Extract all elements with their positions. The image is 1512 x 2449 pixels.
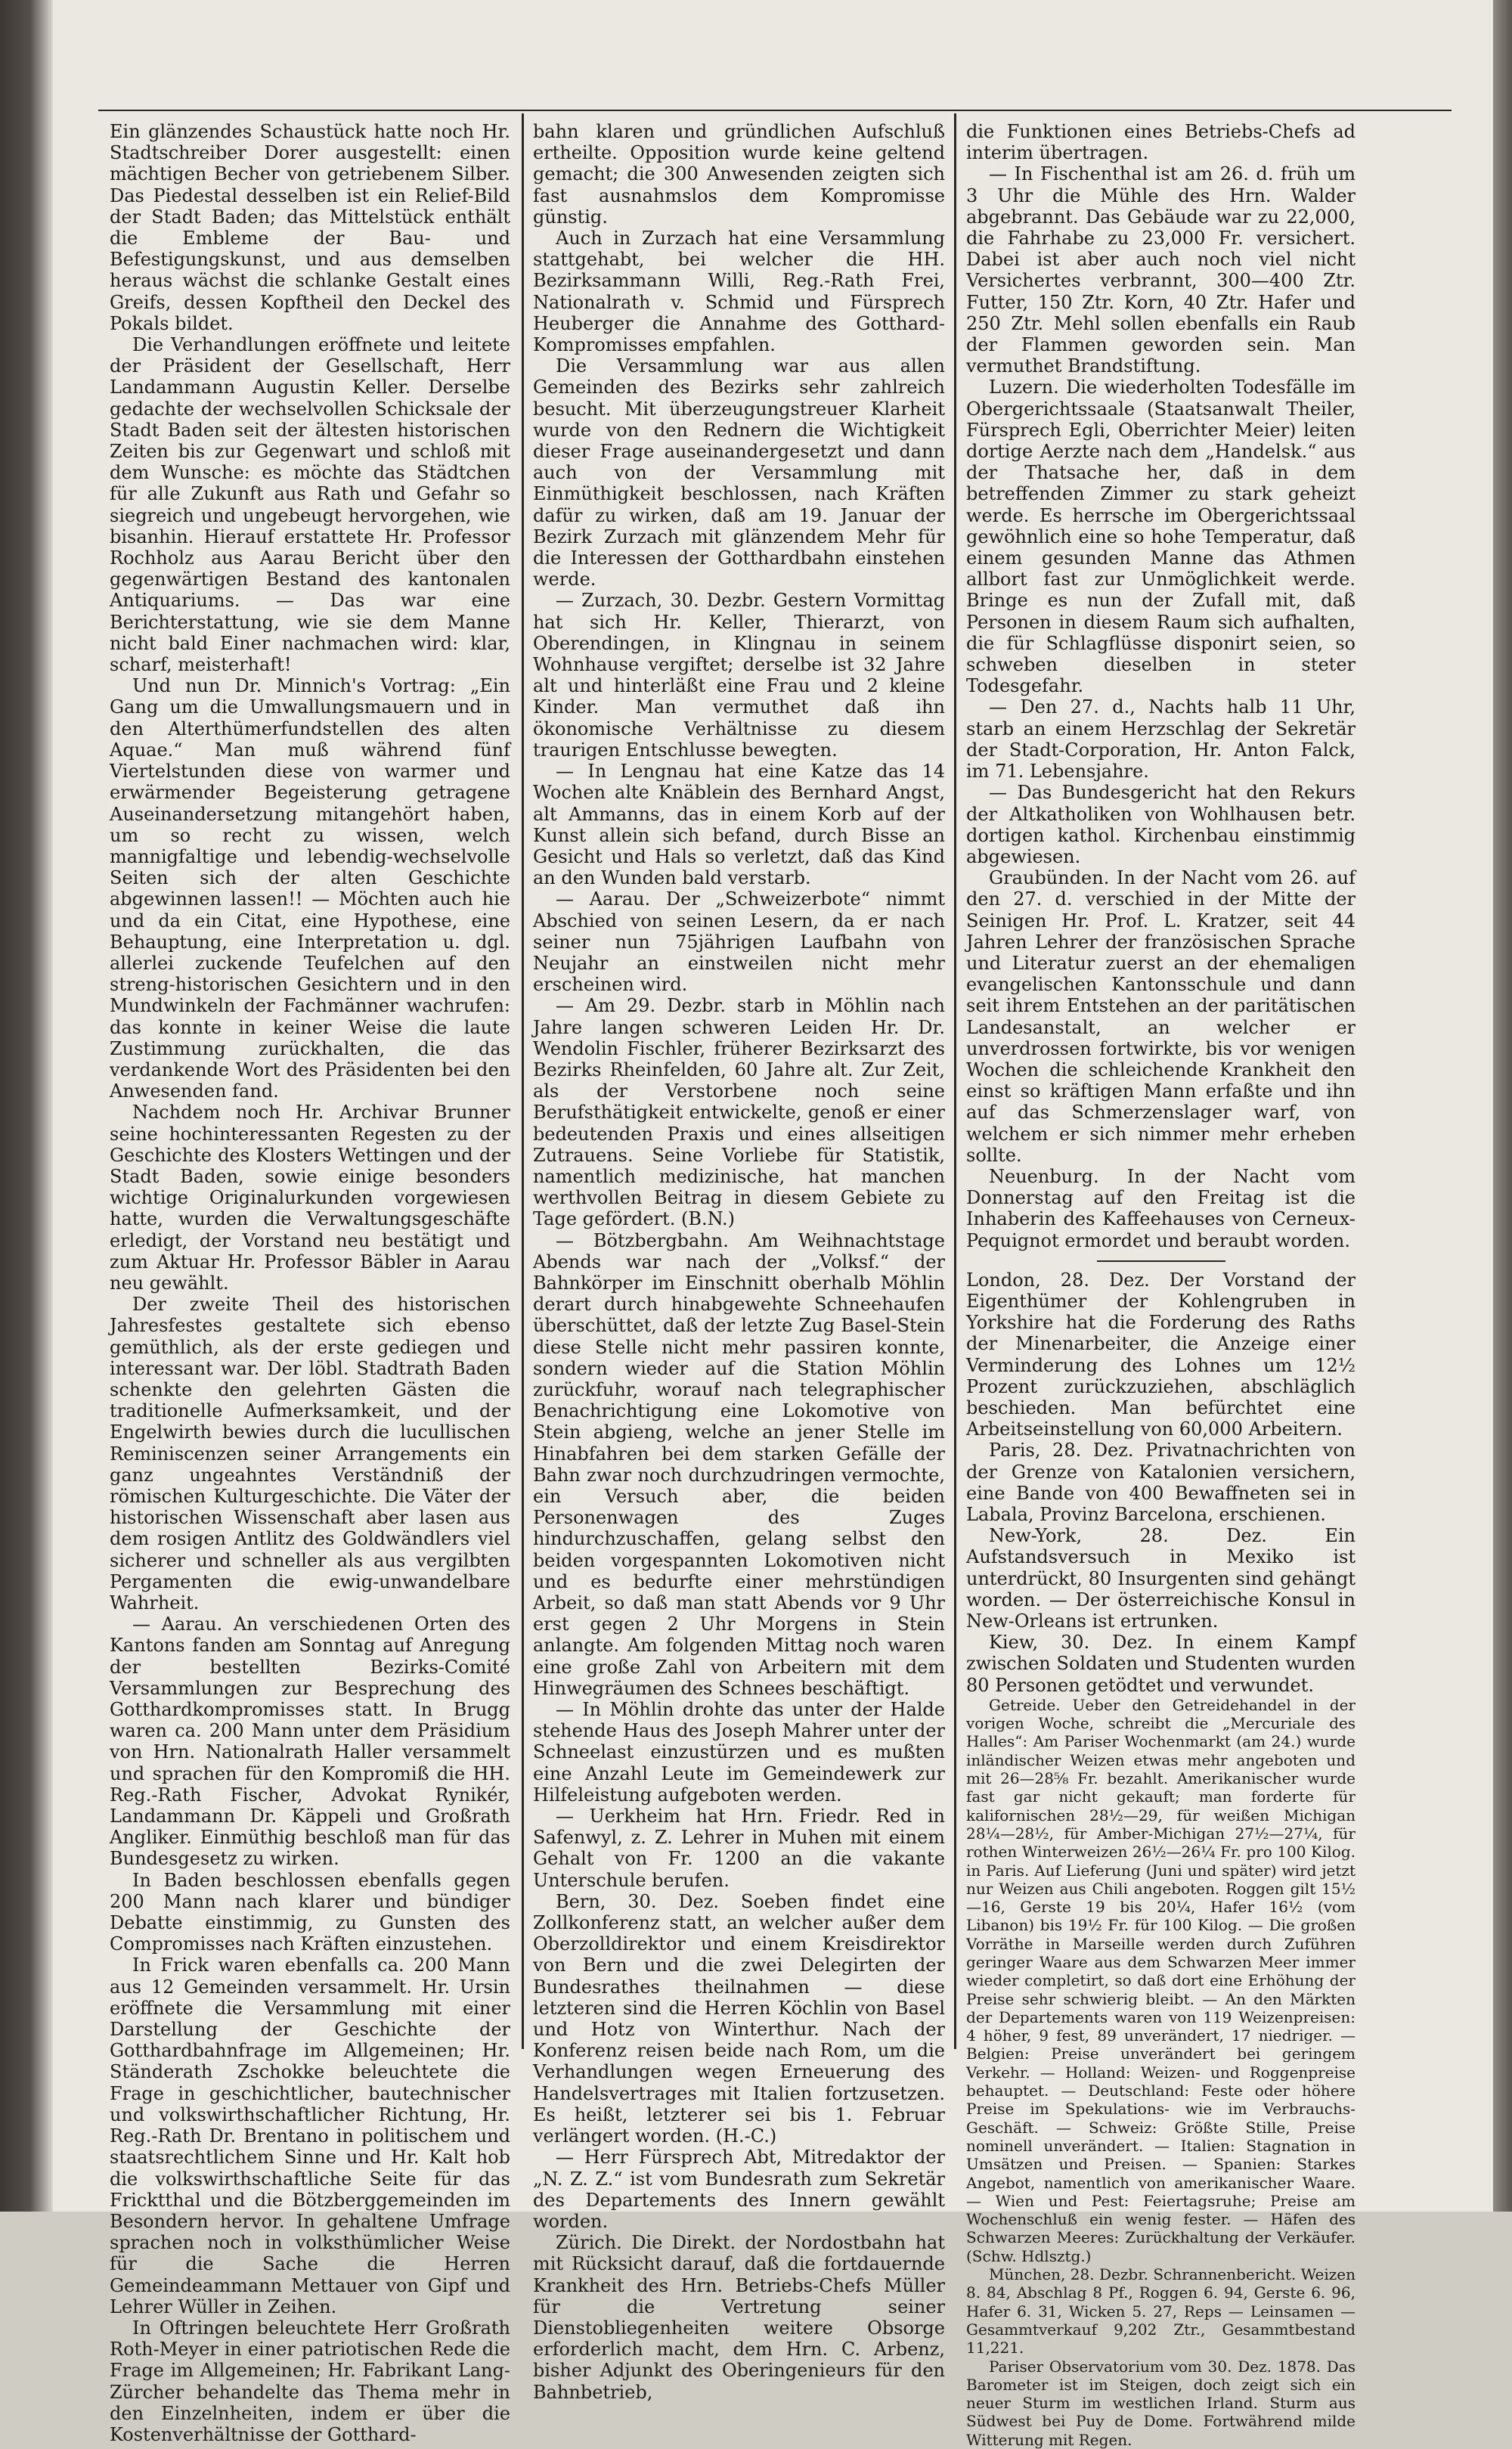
column-2 (533, 121, 945, 2403)
paragraph: — Das Bundesgericht hat den Rekurs der Altkatholiken von Wohlhausen betr. dortigen kathol. Kirchenbau einstimmig abgewiesen. (966, 782, 1356, 867)
market-report: Getreide. Ueber den Getreidehandel in der vorigen Woche, schreibt die „Mercuriale des Halles“: Am Pariser Wochenmarkt (am 24.) wurde inländischer Weizen etwas mehr angeboten und mit 26—28⅝ Fr. bezahlt. Amerikanischer wurde fast gar nicht gekauft; man forderte für kalifornischen 28½—29, für weißen Michigan 28¼—28½, für Amber-Michigan 27½—27¼, für rothen Winterweizen 26½—26¼ Fr. pro 100 Kilog. in Paris. Auf Lieferung (Juni und später) wird jetzt nur Weizen aus Chili angeboten. Roggen gilt 15½—16, Gerste 19 bis 20¼, Hafer 16½ (vom Libanon) bis 19½ Fr. für 100 Kilog. — Die großen Vorräthe in Marseille werden durch Zuführen geringer Waare aus dem Schwarzen Meer immer wieder completirt, so daß dort eine Erhöhung der Preise sehr schwierig bleibt. — An den Märkten der Departements waren von 119 Weizenpreisen: 4 höher, 9 fest, 89 unverändert, 17 niedriger. — Belgien: Preise unverändert bei geringem Verkehr. — Holland: Weizen- und Roggenpreise behauptet. — Deutschland: Feste oder höhere Preise im Spekulations- wie im Verbrauchs-Geschäft. — Schweiz: Größte Stille, Preise nominell unverändert. — Italien: Stagnation in Umsätzen und Preisen. — Spanien: Starkes Angebot, namentlich von amerikanischer Waare. — Wien und Pest: Feiertagsruhe; Preise am Wochenschluß ein wenig fester. — Häfen des Schwarzen Meeres: Zurückhaltung der Verkäufer. (Schw. Hdlsztg.) (966, 1695, 1356, 2265)
paragraph: Der zweite Theil des historischen Jahresfestes gestaltete sich ebenso gemüthlich, als der erste gediegen und interessant war. Der löbl. Stadtrath Baden schenkte den gelehrten Gästen die traditionelle Aufmerksamkeit, und der Engelwirth bewies durch die lucullischen Reminiscenzen seiner Arrangements ein ganz ungeahntes Verständniß der römischen Kulturgeschichte. Die Väter der historischen Wissenschaft aber lasen aus dem rosigen Antlitz des Goldwändlers viel sicherer und schneller als aus vergilbten Pergamenten die ewig-unwandelbare Wahrheit. (110, 1294, 510, 1614)
paragraph: Bern, 30. Dez. Soeben findet eine Zollkonferenz statt, an welcher außer dem Oberzolldirektor und einem Kreisdirektor von Bern und die zwei Delegirten der Bundesrathes theilnahmen — diese letzteren sind die Herren Köchlin von Basel und Hotz von Winterthur. Nach der Konferenz reisen beide nach Rom, um die Verhandlungen wegen Erneuerung des Handelsvertrages mit Italien fortzusetzen. Es heißt, letzterer sei bis 1. Februar verlängert worden. (H.-C.) (533, 1890, 945, 2147)
paragraph: — Am 29. Dezbr. starb in Möhlin nach Jahre langen schweren Leiden Hr. Dr. Wendolin Fischler, früherer Bezirksarzt des Bezirks Rheinfelden, 60 Jahre alt. Zur Zeit, als der Verstorbene noch seine Berufsthätigkeit entwickelte, genoß er einer bedeutenden Praxis und eines allseitigen Zutrauens. Seine Vorliebe für Statistik, namentlich medizinische, hat manchen werthvollen Beitrag in diesem Gebiete zu Tage gefördert. (B.N.) (533, 995, 945, 1230)
paragraph: — Zurzach, 30. Dezbr. Gestern Vormittag hat sich Hr. Keller, Thierarzt, von Oberendingen, in Klingnau in seinem Wohnhause vergiftet; derselbe ist 32 Jahre alt und hinterläßt eine Frau und 2 kleine Kinder. Man vermuthet daß ihn ökonomische Verhältnisse zu diesem traurigen Entschlusse bewegten. (533, 590, 945, 761)
weather-report: Pariser Observatorium vom 30. Dez. 1878. Das Barometer ist im Steigen, doch zeigt sich ein neuer Sturm im westlichen Irland. Sturm aus Südwest bei Puy de Dome. Fortwährend milde Witterung mit Regen. (966, 2357, 1356, 2449)
paragraph: — Bötzbergbahn. Am Weihnachtstage Abends war nach der „Volksf.“ der Bahnkörper im Einschnitt oberhalb Möhlin derart durch hinabgewehte Schneehaufen überschüttet, daß der letzte Zug Basel-Stein diese Stelle nicht mehr passiren konnte, sondern wieder auf die Station Möhlin zurückfuhr, worauf nach telegraphischer Benachrichtigung eine Lokomotive von Stein abgieng, welche an jener Stelle im Hinabfahren bei dem starken Gefälle der Bahn zwar noch durchzudringen vermochte, ein Versuch aber, die beiden Personenwagen des Zuges hindurchzuschaffen, gelang selbst den beiden vorgespannten Lokomotiven nicht und es bedurfte einer mehrstündigen Arbeit, so daß man statt Abends vor 9 Uhr erst gegen 2 Uhr Morgens in Stein anlangte. Am folgenden Mittag noch waren eine große Zahl von Arbeitern mit dem Hinwegräumen des Schnees beschäftigt. (533, 1229, 945, 1699)
paragraph: In Oftringen beleuchtete Herr Großrath Roth-Meyer in einer patriotischen Rede die Frage im Allgemeinen; Hr. Fabrikant Lang-Zürcher behandelte das Thema mehr in den Einzelnheiten, indem er über die Kostenverhältnisse der Gotthard- (110, 2317, 510, 2445)
paragraph: — Aarau. An verschiedenen Orten des Kantons fanden am Sonntag auf Anregung der bestellten Bezirks-Comité Versammlungen zur Besprechung des Gotthardkompromisses statt. In Brugg waren ca. 200 Mann unter dem Präsidium von Hrn. Nationalrath Haller versammelt und sprachen für den Kompromiß die HH. Reg.-Rath Fischer, Advokat Rynikér, Landammann Dr. Käppeli und Großrath Angliker. Einmüthig beschloß man für das Bundesgesetz zu wirken. (110, 1614, 510, 1870)
top-rule (98, 110, 1452, 111)
paragraph: die Funktionen eines Betriebs-Chefs ad interim übertragen. (966, 121, 1356, 164)
paragraph: — Herr Fürsprech Abt, Mitredaktor der „N. Z. Z.“ ist vom Bundesrath zum Sekretär des Departements des Innern gewählt worden. (533, 2147, 945, 2232)
paragraph: Ein glänzendes Schaustück hatte noch Hr. Stadtschreiber Dorer ausgestellt: einen mächtigen Becher von getriebenem Silber. Das Piedestal desselben ist ein Relief-Bild der Stadt Baden; das Mittelstück enthält die Embleme der Bau- und Befestigungskunst, und aus demselben heraus wächst die schlanke Gestalt eines Greifs, dessen Kopftheil den Deckel des Pokals bildet. (110, 121, 510, 334)
paragraph: In Frick waren ebenfalls ca. 200 Mann aus 12 Gemeinden versammelt. Hr. Ursin eröffnete die Versammlung mit einer Darstellung der Geschichte der Gotthardbahnfrage im Allgemeinen; Hr. Ständerath Zschokke beleuchtete die Frage in geschichtlicher, bautechnischer und volkswirthschaftlicher Richtung, Hr. Reg.-Rath Dr. Brentano in politischem und staatsrechtlichem Sinne und Hr. Kalt hob die volkswirthschaftliche Seite für das Fricktthal und die Bötzberggemeinden im Besondern hervor. In gehaltene Umfrage sprachen noch in volksthümlicher Weise für die Sache die Herren Gemeindeammann Mettauer von Gipf und Lehrer Wüller in Zeihen. (110, 1955, 510, 2317)
paragraph: Zürich. Die Direkt. der Nordostbahn hat mit Rücksicht darauf, daß die fortdauernde Krankheit des Hrn. Betriebs-Chefs Müller für die Vertretung seiner Dienstobliegenheiten weitere Obsorge erforderlich macht, dem Hrn. C. Arbenz, bisher Adjunkt des Oberingenieurs für den Bahnbetrieb, (533, 2232, 945, 2403)
paragraph: Und nun Dr. Minnich's Vortrag: „Ein Gang um die Umwallungsmauern und in den Alterthümerfundstellen des alten Aquae.“ Man muß während fünf Viertelstunden diese von warmer und erwärmender Begeisterung getragene Auseinandersetzung mitangehört haben, um so recht zu wissen, welch mannigfaltige und lebendig-wechselvolle Seiten sich der alten Geschichte abgewinnen lassen!! — Möchten auch hie und da ein Citat, eine Hypothese, eine Behauptung, eine Interpretation u. dgl. allerlei zuckende Teufelchen auf den streng-historischen Gesichtern und in den Mundwinkeln der Fachmänner wachrufen: das konnte in keiner Weise die laute Zustimmung zurückhalten, die das verdankende Wort des Präsidenten bei den Anwesenden fand. (110, 675, 510, 1102)
column-divider-2 (954, 113, 956, 2049)
paragraph: Graubünden. In der Nacht vom 26. auf den 27. d. verschied in der Mitte der Seinigen Hr. Prof. L. Kratzer, seit 44 Jahren Lehrer der französischen Sprache und Literatur zuerst an der ehemaligen evangelischen Kantonsschule und dann seit ihrem Entstehen an der paritätischen Landesanstalt, an welcher er unverdrossen fortwirkte, bis vor wenigen Wochen die schleichende Krankheit den einst so kräftigen Mann erfaßte und ihn auf das Schmerzenslager warf, von welchem er sich nimmer mehr erheben sollte. (966, 867, 1356, 1166)
paragraph: In Baden beschlossen ebenfalls gegen 200 Mann nach klarer und bündiger Debatte einstimmig, zu Gunsten des Compromisses nach Kräften einzustehen. (110, 1869, 510, 1955)
column-divider-1 (522, 113, 524, 2049)
paragraph: — Uerkheim hat Hrn. Friedr. Red in Safenwyl, z. Z. Lehrer in Muhen mit einem Gehalt von Fr. 1200 an die vakante Unterschule berufen. (533, 1806, 945, 1891)
section-separator (1097, 1260, 1225, 1262)
paragraph: Paris, 28. Dez. Privatnachrichten von der Grenze von Katalonien versichern, eine Bande von 400 Bewaffneten sei in Labala, Provinz Barcelona, erschienen. (966, 1440, 1356, 1525)
paragraph: Nachdem noch Hr. Archivar Brunner seine hochinteressanten Regesten zu der Geschichte des Klosters Wettingen und der Stadt Baden, sowie einige besonders wichtige Originalurkunden vorgewiesen hatte, wurden die Verwaltungsgeschäfte erledigt, der Vorstand neu bestätigt und zum Aktuar Hr. Professor Bäbler in Aarau neu gewählt. (110, 1102, 510, 1294)
column-1 (110, 121, 510, 2445)
paragraph: — In Möhlin drohte das unter der Halde stehende Haus des Joseph Mahrer unter der Schneelast einzustürzen und es mußten eine Anzahl Leute im Gemeindewerk zur Hilfeleistung aufgeboten werden. (533, 1699, 945, 1806)
paragraph: Kiew, 30. Dez. In einem Kampf zwischen Soldaten und Studenten wurden 80 Personen getödtet und verwundet. (966, 1632, 1356, 1696)
paragraph: Die Verhandlungen eröffnete und leitete der Präsident der Gesellschaft, Herr Landammann Augustin Keller. Derselbe gedachte der wechselvollen Schicksale der Stadt Baden seit der ältesten historischen Zeiten bis zur Gegenwart und schloß mit dem Wunsche: es möchte das Städtchen für alle Zukunft aus Rath und Gefahr so siegreich und ungebeugt hervorgehen, wie bisanhin. Hierauf erstattete Hr. Professor Rochholz aus Aarau Bericht über den gegenwärtigen Bestand des kantonalen Antiquariums. — Das war eine Berichterstattung, wie sie dem Manne nicht bald Einer nachmachen wird: klar, scharf, meisterhaft! (110, 334, 510, 676)
paragraph: bahn klaren und gründlichen Aufschluß ertheilte. Opposition wurde keine geltend gemacht; die 300 Anwesenden zeigten sich fast ausnahmslos dem Kompromisse günstig. (533, 121, 945, 228)
market-report: München, 28. Dezbr. Schrannenbericht. Weizen 8. 84, Abschlag 8 Pf., Roggen 6. 94, Gerste 6. 96, Hafer 6. 31, Wicken 5. 27, Reps — Leinsamen — Gesammtverkauf 9,202 Ztr., Gesammtbestand 11,221. (966, 2265, 1356, 2358)
paragraph: — Den 27. d., Nachts halb 11 Uhr, starb an einem Herzschlag der Sekretär der Stadt-Corporation, Hr. Anton Falck, im 71. Lebensjahre. (966, 696, 1356, 783)
column-3 (966, 121, 1356, 2449)
paragraph: Luzern. Die wiederholten Todesfälle im Obergerichtssaale (Staatsanwalt Theiler, Fürsprech Egli, Oberrichter Meier) leiten dortige Aerzte nach dem „Handelsk.“ aus der Thatsache her, daß in dem betreffenden Zimmer zu stark geheizt werde. Es herrsche im Obergerichtssaal gewöhnlich eine so hohe Temperatur, daß einem gesunden Manne das Athmen allbort fast zur Unmöglichkeit werde. Bringe es nun der Zufall mit, daß Personen in diesem Raum sich aufhalten, die für Schlagflüsse disponirt seien, so schweben dieselben in steter Todesgefahr. (966, 377, 1356, 697)
paragraph: — Aarau. Der „Schweizerbote“ nimmt Abschied von seinen Lesern, da er nach seiner nun 75jährigen Laufbahn von Neujahr an einstweilen nicht mehr erscheinen wird. (533, 888, 945, 996)
paragraph: Neuenburg. In der Nacht vom Donnerstag auf den Freitag ist die Inhaberin des Kaffeehauses von Cerneux-Pequignot ermordet und beraubt worden. (966, 1165, 1356, 1251)
paragraph: — In Fischenthal ist am 26. d. früh um 3 Uhr die Mühle des Hrn. Walder abgebrannt. Das Gebäude war zu 22,000, die Fahrhabe zu 23,000 Fr. versichert. Dabei ist aber auch noch viel nicht Versichertes verbrannt, 300—400 Ztr. Futter, 150 Ztr. Korn, 40 Ztr. Hafer und 250 Ztr. Mehl sollen ebenfalls ein Raub der Flammen geworden sein. Man vermuthet Brandstiftung. (966, 163, 1356, 377)
paragraph: — In Lengnau hat eine Katze das 14 Wochen alte Knäblein des Bernhard Angst, alt Ammanns, das in einem Korb auf der Kunst allein sich befand, durch Bisse an Gesicht und Hals so verletzt, daß das Kind an den Wunden bald verstarb. (533, 761, 945, 889)
paragraph: Die Versammlung war aus allen Gemeinden des Bezirks sehr zahlreich besucht. Mit überzeugungstreuer Klarheit wurde von den Rednern die Wichtigkeit dieser Frage auseinandergesetzt und dann auch von der Versammlung mit Einmüthigkeit beschlossen, nach Kräften dafür zu wirken, daß am 19. Januar der Bezirk Zurzach mit glänzendem Mehr für die Interessen der Gotthardbahn einstehen werde. (533, 355, 945, 591)
paragraph: Auch in Zurzach hat eine Versammlung stattgehabt, bei welcher die HH. Bezirksammann Willi, Reg.-Rath Frei, Nationalrath v. Schmid und Fürsprech Heuberger die Annahme des Gotthard-Kompromisses empfahlen. (533, 228, 945, 356)
paragraph: New-York, 28. Dez. Ein Aufstandsversuch in Mexiko ist unterdrückt, 80 Insurgenten sind gehängt worden. — Der österreichische Konsul in New-Orleans ist ertrunken. (966, 1525, 1356, 1632)
paragraph: London, 28. Dez. Der Vorstand der Eigenthümer der Kohlengruben in Yorkshire hat die Forderung des Raths der Minenarbeiter, die Anzeige einer Verminderung des Lohnes um 12½ Prozent zurückzuziehen, abschläglich beschieden. Man befürchtet eine Arbeitseinstellung von 60,000 Arbeitern. (966, 1269, 1356, 1440)
